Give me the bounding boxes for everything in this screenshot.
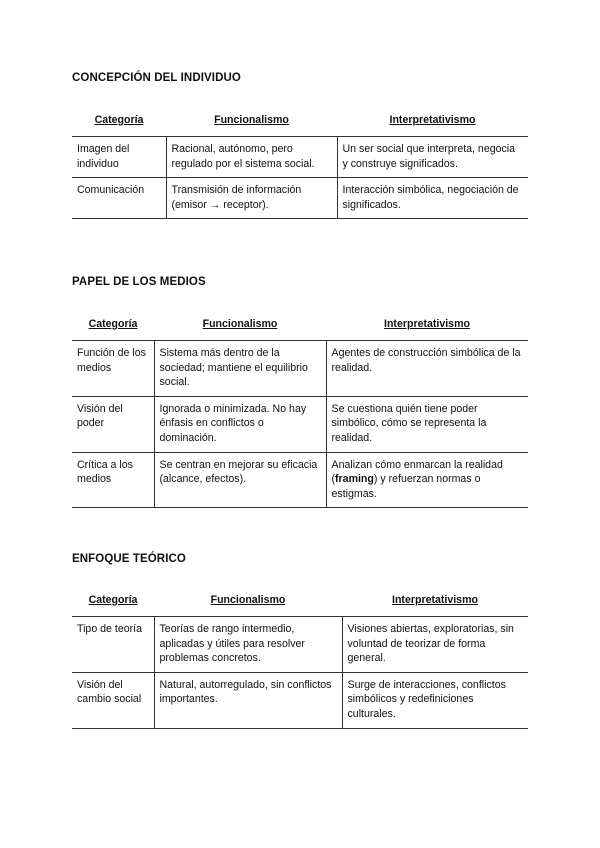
header-categoria: Categoría	[72, 316, 154, 341]
header-interpretativismo: Interpretativismo	[342, 592, 528, 617]
header-funcionalismo: Funcionalismo	[154, 592, 342, 617]
table-header-row	[72, 316, 528, 341]
cell-funcionalismo: Racional, autónomo, pero regulado por el sistema social.	[166, 137, 337, 178]
cell-interpretativismo	[326, 452, 528, 508]
section-title-enfoque-teorico: ENFOQUE TEÓRICO	[72, 553, 186, 565]
table-row	[72, 341, 528, 397]
table-header-row	[72, 112, 528, 137]
section-title-concepcion: CONCEPCIÓN DEL INDIVIDUO	[72, 72, 241, 84]
header-interpretativismo: Interpretativismo	[337, 112, 528, 137]
section-title-papel-medios: PAPEL DE LOS MEDIOS	[72, 276, 206, 288]
cell-categoria: Imagen del individuo	[72, 137, 166, 178]
cell-interpretativismo: Surge de interacciones, conflictos simbólicos y redefiniciones culturales.	[342, 672, 528, 728]
cell-text-bold: framing	[335, 473, 374, 486]
cell-funcionalismo: Sistema más dentro de la sociedad; mantiene el equilibrio social.	[154, 341, 326, 397]
table-row	[72, 452, 528, 508]
header-funcionalismo: Funcionalismo	[166, 112, 337, 137]
cell-interpretativismo: Interacción simbólica, negociación de significados.	[337, 178, 528, 219]
cell-categoria: Comunicación	[72, 178, 166, 219]
cell-categoria: Crítica a los medios	[72, 452, 154, 508]
cell-funcionalismo: Teorías de rango intermedio, aplicadas y útiles para resolver problemas concretos.	[154, 617, 342, 673]
cell-categoria: Visión del cambio social	[72, 672, 154, 728]
cell-categoria: Tipo de teoría	[72, 617, 154, 673]
header-funcionalismo: Funcionalismo	[154, 316, 326, 341]
cell-funcionalismo: Ignorada o minimizada. No hay énfasis en conflictos o dominación.	[154, 396, 326, 452]
cell-categoria: Visión del poder	[72, 396, 154, 452]
cell-funcionalismo: Se centran en mejorar su eficacia (alcance, efectos).	[154, 452, 326, 508]
cell-categoria: Función de los medios	[72, 341, 154, 397]
table-row	[72, 396, 528, 452]
header-categoria: Categoría	[72, 592, 154, 617]
table-row	[72, 617, 528, 673]
table-header-row	[72, 592, 528, 617]
table-concepcion	[72, 112, 528, 219]
table-row	[72, 137, 528, 178]
table-enfoque-teorico	[72, 592, 528, 729]
cell-interpretativismo: Un ser social que interpreta, negocia y construye significados.	[337, 137, 528, 178]
cell-funcionalismo: Transmisión de información (emisor → receptor).	[166, 178, 337, 219]
cell-interpretativismo: Agentes de construcción simbólica de la realidad.	[326, 341, 528, 397]
cell-funcionalismo: Natural, autorregulado, sin conflictos importantes.	[154, 672, 342, 728]
cell-text: Analizan cómo enmarcan la realidad (	[331, 458, 503, 486]
header-categoria: Categoría	[72, 112, 166, 137]
cell-interpretativismo: Se cuestiona quién tiene poder simbólico, cómo se representa la realidad.	[326, 396, 528, 452]
table-row	[72, 178, 528, 219]
header-interpretativismo: Interpretativismo	[326, 316, 528, 341]
table-row	[72, 672, 528, 728]
cell-text: ) y refuerzan normas o estigmas.	[331, 473, 481, 500]
cell-interpretativismo: Visiones abiertas, exploratorias, sin voluntad de teorizar de forma general.	[342, 617, 528, 673]
table-papel-medios	[72, 316, 528, 508]
